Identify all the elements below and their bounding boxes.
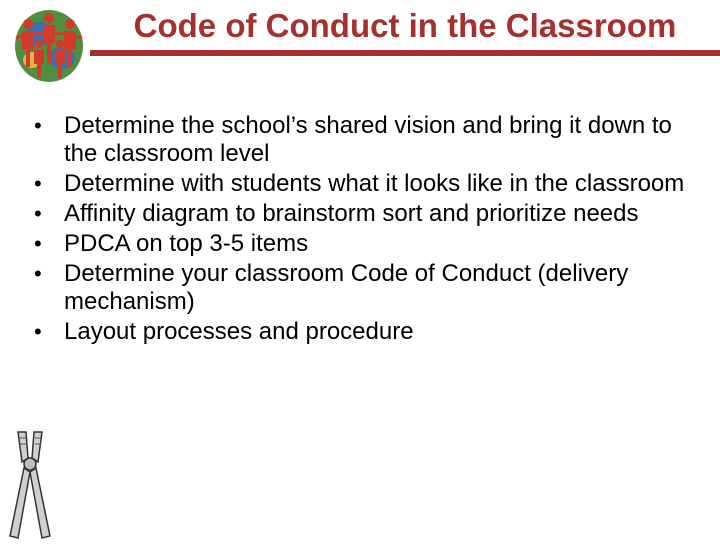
- bullet-marker: •: [34, 231, 42, 256]
- bullet-text: Layout processes and procedure: [64, 318, 414, 345]
- bullet-text: Determine your classroom Code of Conduct (delivery mechanism): [64, 260, 629, 315]
- list-item: [28, 318, 688, 346]
- bullet-marker: •: [34, 201, 42, 226]
- list-item: [28, 170, 688, 198]
- bullet-text: Determine the school’s shared vision and bring it down to the classroom level: [64, 112, 672, 167]
- title-underline: [90, 50, 720, 56]
- bullet-text: Determine with students what it looks like in the classroom: [64, 170, 685, 197]
- bullet-marker: •: [34, 171, 42, 196]
- bullet-marker: •: [34, 113, 42, 138]
- list-item: [28, 112, 688, 168]
- bullet-marker: •: [34, 319, 42, 344]
- bullet-text: Affinity diagram to brainstorm sort and prioritize needs: [64, 200, 639, 227]
- pliers-icon: [0, 428, 64, 540]
- list-item: [28, 260, 688, 316]
- slide-title: Code of Conduct in the Classroom: [133, 7, 677, 44]
- list-item: [28, 230, 688, 258]
- people-circle-logo-icon: [10, 4, 88, 86]
- bullet-marker: •: [34, 261, 42, 286]
- bullet-list: [28, 112, 688, 348]
- bullet-text: PDCA on top 3-5 items: [64, 230, 309, 257]
- list-item: [28, 200, 688, 228]
